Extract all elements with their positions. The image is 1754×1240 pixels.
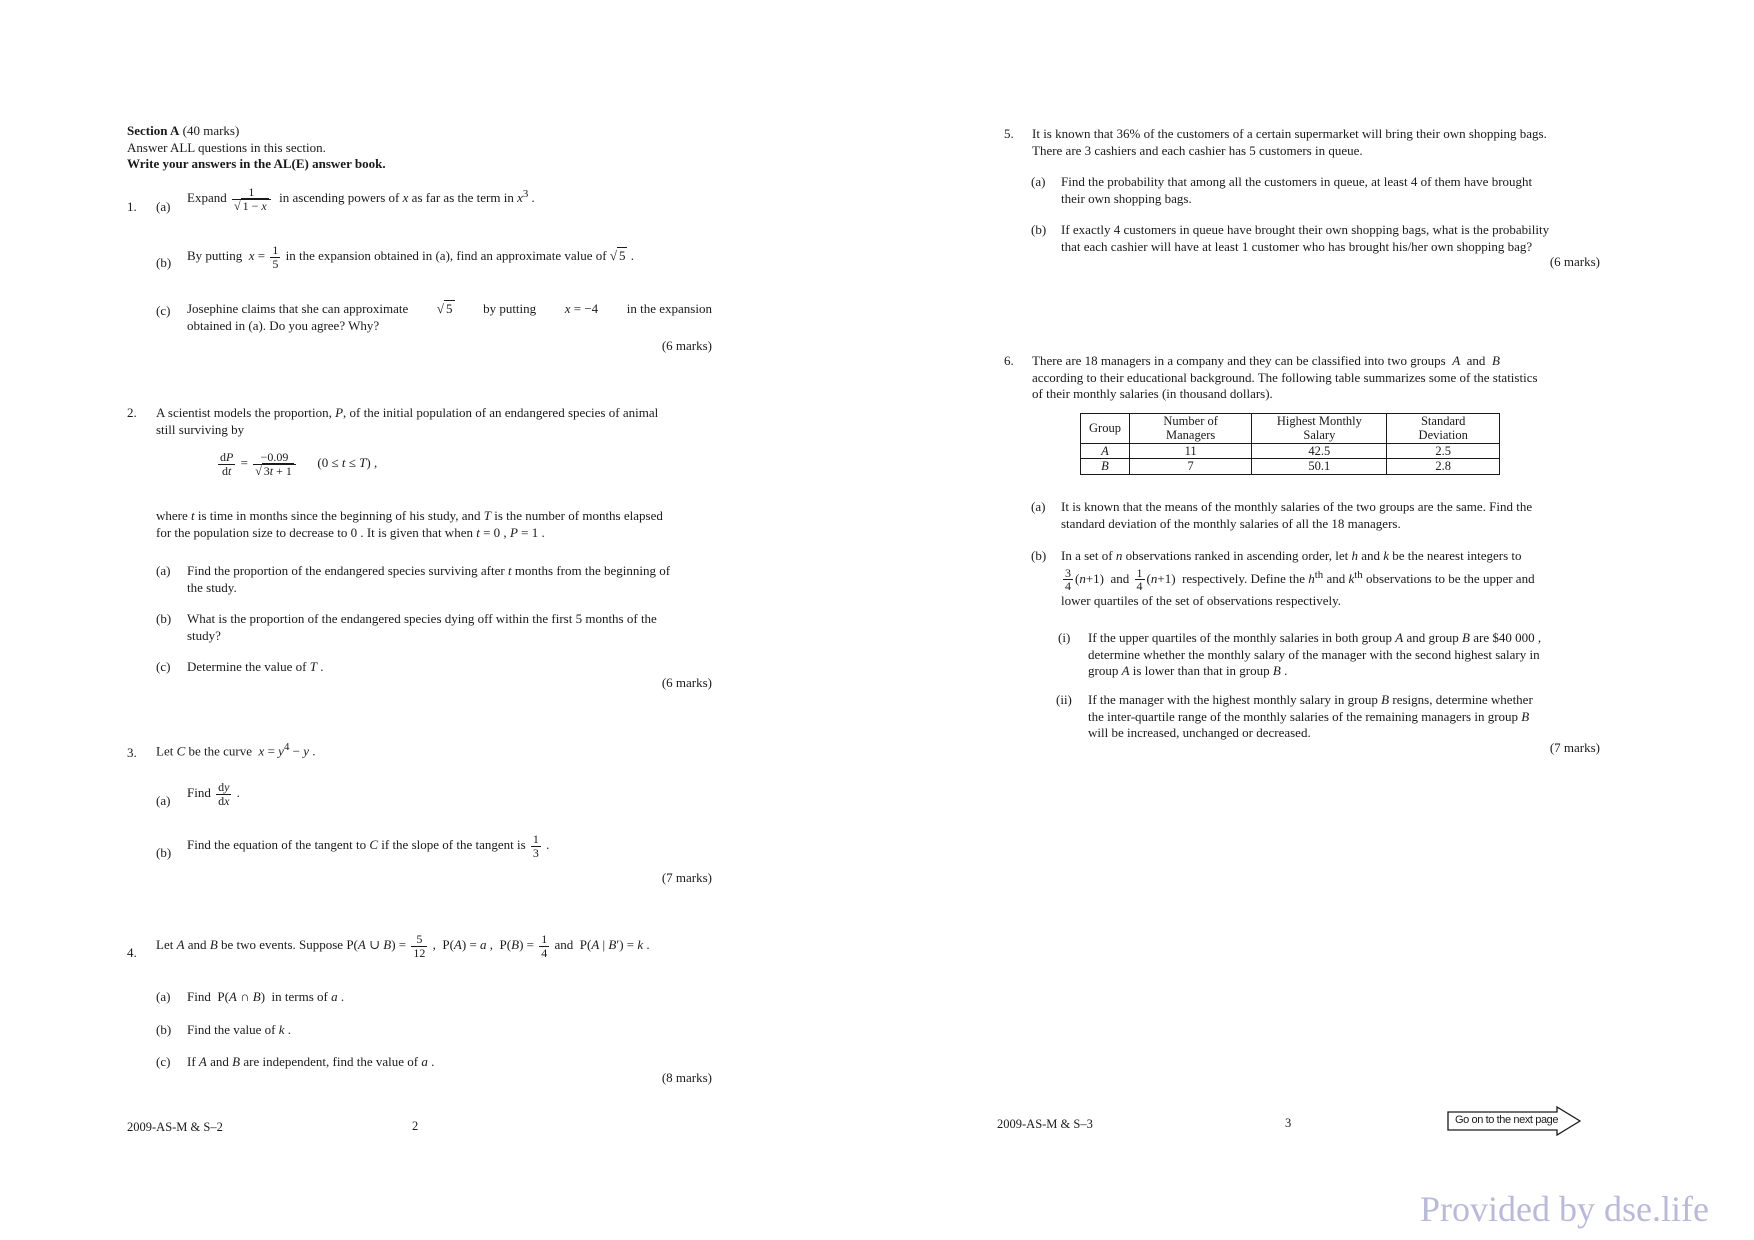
q6b-text: In a set of n observations ranked in ascending order, let h and k be the nearest integers to $\frac{3}{4}$ (n+1) and $\frac{1}{4}$ (n+1) respectively. Define the $h^{th}$ and $k^{th}$ observations to be the upper and lower quartiles of the set of observations respectively.: [1061, 548, 1535, 608]
q6a-text: It is known that the means of the monthly salaries of the two groups are the same. Find the standard deviation of the monthly salaries of all the 18 managers.: [1061, 499, 1533, 531]
section-instruction: Answer ALL questions in this section.: [127, 139, 326, 155]
next-page-label: Go on to the next page: [1455, 1114, 1559, 1126]
q5-intro: It is known that 36% of the customers of a certain supermarket will bring their own shopping bags. There are 3 cashiers and each cashier has 5 customers in queue.: [1032, 126, 1547, 158]
page-number: 3: [1285, 1116, 1292, 1130]
right-page: 5. It is known that 36% of the customers of a certain supermarket will bring their own shopping bags. There are 3 cashiers and each cashier has 5 customers in queue. (a) Find the probability that among all the customers in queue, at least 4 of them have brought their own shopping bags. (b) If exactly 4 customers in queue have brought their own shopping bags, what is the probability that each cashier will have at least 1 customer who has brought his/her own shopping bag? (6 marks) 6. There are 18 managers in a company and they can be classified into two groups A and B according to their educational background. The following table summarizes some of the statistics of their monthly salaries (in thousand dollars). Group Number of Managers Highest Monthly Salary Standard Deviation A 11 42.5 2.5 B 7 50.1 2.8 (a) It is known that the means of the monthly salaries of the two groups are the same. Find the standard deviation of the monthly salaries of all the 18 managers. (b) In a set of n observations ranked in ascending order, let h and k be the nearest integers to $\frac{3}{4}$ (n+1) and $\frac{1}{4}$ (n+1) respectively. Define the $h^{th}$ and $k^{th}$ observations to be the upper and lower quartiles of the set of observations respectively. (i) If the upper quartiles of the monthly salaries in both group A and group B are $40 000 , determine whether the monthly salary of the manager with the second highest salary in group A is lower than that in group B . (ii) If the manager with the highest monthly salary in group B resigns, determine whether the inter-quartile range of the monthly salaries of the remaining managers in group B will be increased, unchanged or decreased. (7 marks) 2009-AS-M & S–3 3 Go on to the next page: [860, 0, 1754, 1240]
marks-label: (7 marks): [661, 870, 712, 885]
section-header: Section A (40 marks) Answer ALL questions in this section. Write your answers in the AL(E) answer book.: [127, 123, 386, 172]
q5a-text: Find the probability that among all the customers in queue, at least 4 of them have brought their own shopping bags.: [1061, 174, 1533, 206]
watermark-text: Provided by dse.life: [1420, 1189, 1709, 1229]
left-page: Section A (40 marks) Answer ALL questions in this section. Write your answers in the AL(E) answer book. 1. (a) Expand $\frac{1}{√ 1 - x}$ in ascending powers of x as far as the term in $x^3$ . (b) By putting x = $\frac{1}{5}$ in the expansion obtained in (a), find an approximate value of √ 5 . (c) Josephine claims that she can approximate √ 5 by putting x = −4 in the expansion obtained in (a). Do you agree? Why? (6 marks) 2. A scientist models the proportion, P, of the initial population of an endangered species of animal still surviving by $\frac{dP}{dt}$ = $\frac{-0.09}{√ 3t + 1}$ (0 ≤ t ≤ T) , where t is time in months since the beginning of his study, and T is the number of months elapsed for the population size to decrease to 0 . It is given that when t = 0 , P = 1 . (a) Find the proportion of the endangered species surviving after t months from the beginning of the study. (b) What is the proportion of the endangered species dying off within the first 5 months of the study? (c) Determine the value of T . (6 marks) 3. Let C be the curve $x = y^4 - y$ . (a) Find $\frac{dy}{dx}$ . (b) Find the equation of the tangent to C if the slope of the tangent is $\frac{1}{3}$ . (7 marks) 4. Let A and B be two events. Suppose P(A ∪ B) = $\frac{5}{12}$ , P(A) = a , P(B) = $\frac{1}{4}$ and P(A | B′) = k . (a) Find P(A ∩ B) in terms of a . (b) Find the value of k . (c) If A and B are independent, find the value of a . (8 marks) 2009-AS-M & S–2 2: [127, 123, 712, 1134]
marks-label: (6 marks): [1549, 254, 1600, 269]
q4a-text: Find P(A ∩ B) in terms of a .: [187, 989, 345, 1004]
q3a-text: Find $\frac{dy}{dx}$ .: [187, 780, 240, 808]
section-title: Section A: [127, 123, 180, 138]
paper-code: 2009-AS-M & S–2: [127, 1120, 223, 1134]
q2-intro: A scientist models the proportion, P, of the initial population of an endangered species of animal still surviving by: [156, 405, 659, 437]
question-number: 5.: [1004, 126, 1014, 141]
table-row: B 7 50.1 2.8: [1081, 459, 1500, 474]
q6-intro: There are 18 managers in a company and they can be classified into two groups A and B according to their educational background. The following table summarizes some of the statistics of their monthly salaries (in thousand dollars).: [1032, 353, 1538, 402]
q1c-text: Josephine claims that she can approximate √ 5 by putting x = −4 in the expansion obtained in (a). Do you agree? Why?: [187, 301, 712, 333]
q2b-text: What is the proportion of the endangered species dying off within the first 5 months of the study?: [187, 611, 657, 643]
q2-where: where t is time in months since the beginning of his study, and T is the number of months elapsed for the population size to decrease to 0 . It is given that when t = 0 , P = 1 .: [156, 508, 663, 540]
marks-label: (7 marks): [1549, 740, 1600, 755]
paper-code: 2009-AS-M & S–3: [997, 1117, 1093, 1131]
table-row: A 11 42.5 2.5: [1081, 443, 1500, 458]
q6bii-text: If the manager with the highest monthly salary in group B resigns, determine whether the inter-quartile range of the monthly salaries of the remaining managers in group B will be increased, unchanged or decreased.: [1088, 692, 1533, 741]
marks-label: (8 marks): [661, 1070, 712, 1085]
column-header: Group: [1081, 414, 1130, 444]
q2a-text: Find the proportion of the endangered species surviving after t months from the beginning of the study.: [187, 563, 671, 595]
q4-intro: Let A and B be two events. Suppose P(A ∪ B) = $\frac{5}{12}$ , P(A) = a , P(B) = $\frac{1}{4}$ and P(A | B′) = k .: [156, 932, 650, 960]
question-number: 4.: [127, 945, 137, 960]
column-header: Number of Managers: [1129, 414, 1251, 444]
next-page-arrow: [1447, 1106, 1581, 1136]
column-header: Highest Monthly Salary: [1252, 414, 1387, 444]
q3-intro: Let C be the curve $x = y^4 - y$ .: [156, 741, 316, 759]
page-number: 2: [412, 1119, 419, 1133]
q2c-text: Determine the value of T .: [187, 659, 324, 674]
section-answer-note: Write your answers in the AL(E) answer book.: [127, 156, 386, 172]
question-number: 2.: [127, 405, 137, 420]
q3b-text: Find the equation of the tangent to C if the slope of the tangent is $\frac{1}{3}$ .: [187, 832, 550, 860]
table-header-row: [1081, 414, 1500, 444]
question-number: 1.: [127, 199, 137, 214]
question-number: 3.: [127, 745, 137, 760]
q1b-text: By putting x = $\frac{1}{5}$ in the expansion obtained in (a), find an approximate value of √ 5 .: [187, 243, 634, 271]
q4b-text: Find the value of k .: [187, 1022, 291, 1037]
question-number: 6.: [1004, 353, 1014, 368]
q4c-text: If A and B are independent, find the value of a .: [187, 1054, 435, 1069]
column-header: Standard Deviation: [1387, 414, 1500, 444]
q2-differential-equation: $\frac{dP}{dt}$ = $\frac{-0.09}{√ 3t + 1}$ (0 ≤ t ≤ T) ,: [220, 450, 378, 478]
marks-label: (6 marks): [661, 675, 712, 690]
q5b-text: If exactly 4 customers in queue have brought their own shopping bags, what is the probability that each cashier will have at least 1 customer who has brought his/her own shopping bag?: [1061, 222, 1550, 254]
marks-label: (6 marks): [661, 338, 712, 353]
salary-stats-table: [1080, 413, 1500, 475]
q1a-text: Expand $\frac{1}{√ 1 - x}$ in ascending powers of x as far as the term in $x^3$ .: [187, 185, 535, 213]
q6bi-text: If the upper quartiles of the monthly salaries in both group A and group B are $40 000 , determine whether the monthly salary of the manager with the second highest salary in group A is lower than that in group B .: [1088, 630, 1542, 679]
